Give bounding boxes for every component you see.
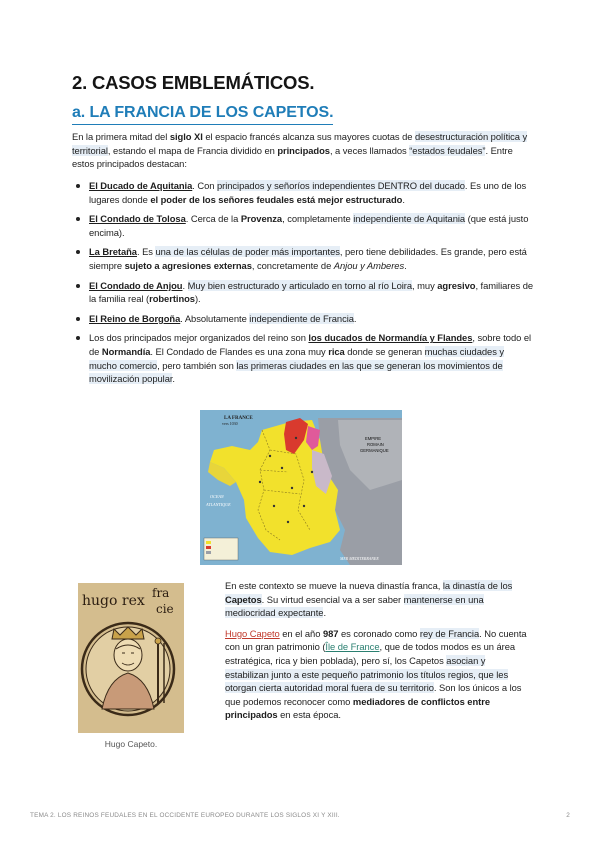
- map-date-label: vers 1030: [222, 421, 238, 426]
- page-footer: [30, 812, 570, 819]
- portrait-inscription-1: hugo rex: [82, 593, 145, 609]
- hugo-capeto-link[interactable]: Hugo Capeto: [225, 627, 280, 639]
- intro-paragraph: En la primera mitad del siglo XI el espacio francés alcanza sus mayores cuotas de desestructuración política y territorial, estando el mapa de Francia dividido en principados, a veces llamados “estados feudales”. Entre estos principados destacan:: [72, 131, 528, 170]
- portrait-inscription-2: fra: [152, 586, 170, 600]
- france-1030-map: [200, 410, 402, 565]
- page-number: 2: [566, 812, 570, 819]
- footer-title: TEMA 2. LOS REINOS FEUDALES EN EL OCCIDENTE EUROPEO DURANTE LOS SIGLOS XI Y XIII.: [30, 812, 340, 819]
- map-germanique-label: GERMANIQUE: [360, 448, 389, 453]
- capetos-text: [225, 579, 529, 729]
- map-mer-label: MER MEDITERRANEE: [340, 556, 379, 561]
- section-heading: 2. CASOS EMBLEMÁTICOS.: [72, 72, 315, 93]
- list-item-anjou: El Condado de Anjou. Muy bien estructurado y articulado en torno al río Loira, muy agresivo, familiares de la familia real (robertinos).: [72, 279, 534, 306]
- capetos-paragraph-1: En este contexto se mueve la nueva dinastía franca, la dinastía de los Capetos. Su virtud esencial va a ser saber mantenerse en una mediocridad expectante.: [225, 580, 513, 619]
- capetos-paragraph-2: Hugo Capeto en el año 987 es coronado como rey de Francia. No cuenta con un gran patrimonio (Île de France, que de todos modos es un área estratégica, rica y bien poblada), pero sí, los Capetos asocian y estabilizan junto a este pequeño patrimonio los títulos regios, que les otorgan cierta autoridad moral fuera de su territorio. Son los únicos a los que podemos reconocer como mediadores de conflictos entre principados en esta época.: [225, 627, 527, 721]
- hugo-capeto-portrait: [78, 583, 184, 733]
- list-item-normandia-flandes: Los dos principados mejor organizados del reino son los ducados de Normandía y Flandes, sobre todo el de Normandía. El Condado de Flandes es una zona muy rica donde se generan muchas ciudades y mucho comercio, pero también son las primeras ciudades en las que se generan los movimientos de movilización popular.: [72, 331, 534, 385]
- principalities-list: [72, 179, 534, 392]
- map-ocean-label: OCEAN: [210, 494, 224, 499]
- portrait-inscription-3: cie: [156, 602, 174, 616]
- list-item-tolosa: El Condado de Tolosa. Cerca de la Provenza, completamente independiente de Aquitania (que está justo encima).: [72, 212, 534, 239]
- portrait-caption: Hugo Capeto.: [104, 739, 158, 749]
- ile-de-france-link[interactable]: Île de France: [325, 641, 380, 653]
- subsection-heading: a. LA FRANCIA DE LOS CAPETOS.: [72, 104, 333, 125]
- list-item-borgona: El Reino de Borgoña. Absolutamente independiente de Francia.: [72, 312, 534, 326]
- map-atlantique-label: ATLANTIQUE: [206, 502, 231, 507]
- list-item-aquitania: El Ducado de Aquitania. Con principados y señoríos independientes DENTRO del ducado. Es uno de los lugares donde el poder de los señores feudales está mejor estructurado.: [72, 179, 534, 206]
- map-romain-label: ROMAIN: [367, 442, 384, 447]
- list-item-bretana: La Bretaña. Es una de las células de poder más importantes, pero tiene debilidades. Es grande, pero está siempre sujeto a agresiones externas, concretamente de Anjou y Amberes.: [72, 245, 534, 272]
- map-title-label: LA FRANCE: [224, 416, 253, 421]
- map-empire-label: EMPIRE: [365, 436, 382, 441]
